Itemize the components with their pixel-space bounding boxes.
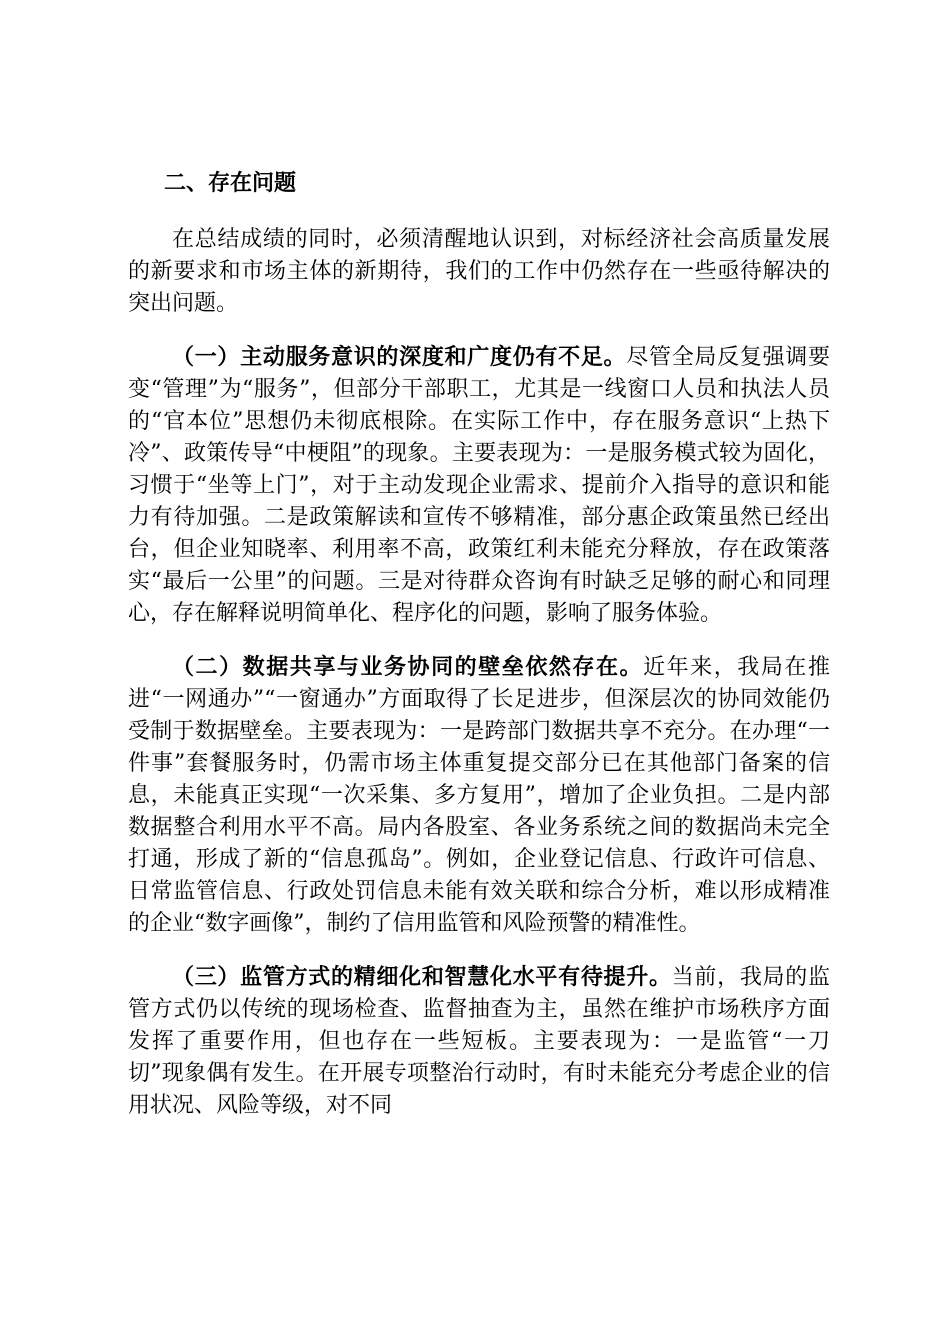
paragraph-supervision <box>128 962 830 1122</box>
document-page <box>128 168 830 1144</box>
paragraph-lead: （三）监管方式的精细化和智慧化水平有待提升。 <box>172 965 672 990</box>
paragraph-body: 近年来，我局在推进“一网通办”“一窗通办”方面取得了长足进步，但深层次的协同效能仍受制于数据壁垒。主要表现为：一是跨部门数据共享不充分。在办理“一件事”套餐服务时，仍需市场主体重复提交部分已在其他部门备案的信息，未能真正实现“一次采集、多方复用”，增加了企业负担。二是内部数据整合利用水平不高。局内各股室、各业务系统之间的数据尚未完全打通，形成了新的“信息孤岛”。例如，企业登记信息、行政许可信息、日常监管信息、行政处罚信息未能有效关联和综合分析，难以形成精准的企业“数字画像”，制约了信用监管和风险预警的精准性。 <box>128 655 830 936</box>
paragraph-data-sharing <box>128 652 830 940</box>
paragraph-body: 尽管全局反复强调要变“管理”为“服务”，但部分干部职工，尤其是一线窗口人员和执法人员的“官本位”思想仍未彻底根除。在实际工作中，存在服务意识“上热下冷”、政策传导“中梗阻”的现象。主要表现为：一是服务模式较为固化，习惯于“坐等上门”，对于主动发现企业需求、提前介入指导的意识和能力有待加强。二是政策解读和宣传不够精准，部分惠企政策虽然已经出台，但企业知晓率、利用率不高，政策红利未能充分释放，存在政策落实“最后一公里”的问题。三是对待群众咨询有时缺乏足够的耐心和同理心，存在解释说明简单化、程序化的问题，影响了服务体验。 <box>128 345 830 626</box>
paragraph-lead: （二）数据共享与业务协同的壁垒依然存在。 <box>172 655 644 680</box>
paragraph-body: 当前，我局的监管方式仍以传统的现场检查、监督抽查为主，虽然在维护市场秩序方面发挥了重要作用，但也存在一些短板。主要表现为：一是监管“一刀切”现象偶有发生。在开展专项整治行动时，有时未能充分考虑企业的信用状况、风险等级，对不同 <box>128 965 830 1118</box>
intro-paragraph: 在总结成绩的同时，必须清醒地认识到，对标经济社会高质量发展的新要求和市场主体的新期待，我们的工作中仍然存在一些亟待解决的突出问题。 <box>128 227 830 316</box>
paragraph-lead: （一）主动服务意识的深度和广度仍有不足。 <box>172 345 627 370</box>
paragraph-service-awareness <box>128 342 830 630</box>
section-heading: 二、存在问题 <box>164 171 297 196</box>
